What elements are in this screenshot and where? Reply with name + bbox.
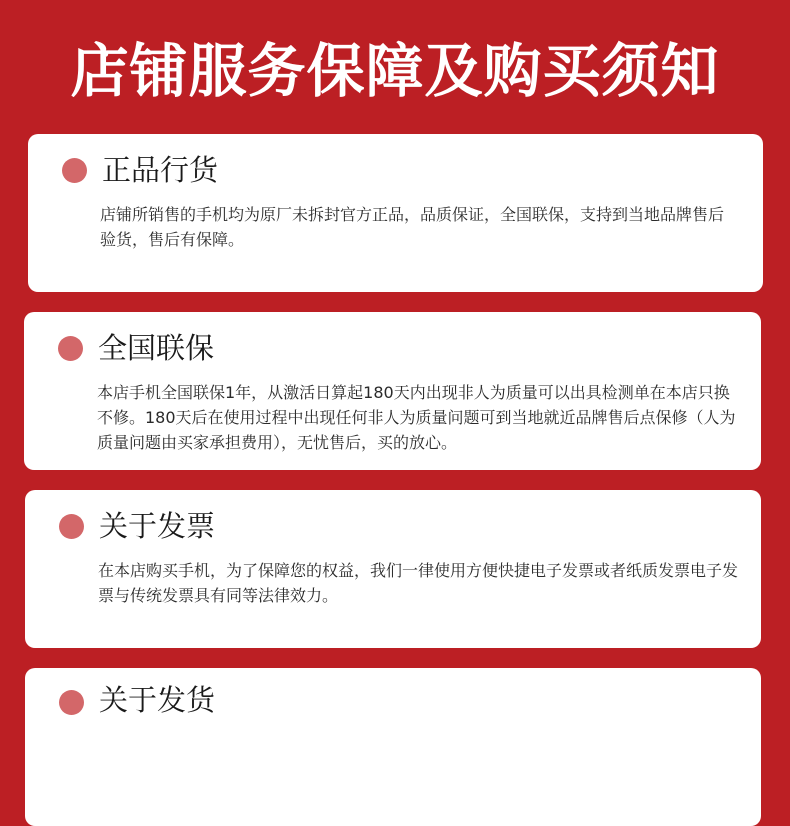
card-heading: 正品行货 [102, 153, 219, 187]
bullet-dot-icon [59, 514, 84, 539]
card-body: 在本店购买手机，为了保障您的权益，我们一律使用方便快捷电子发票或者纸质发票电子发票与传统发票具有同等法律效力。 [98, 561, 739, 605]
bullet-dot-icon [58, 336, 83, 361]
card-heading: 关于发货 [99, 683, 216, 717]
card-heading: 关于发票 [99, 509, 216, 543]
card-body: 店铺所销售的手机均为原厂未拆封官方正品，品质保证，全国联保，支持到当地品牌售后验货，售后有保障。 [100, 205, 725, 249]
service-card-invoice [25, 490, 761, 648]
service-card-genuine [28, 134, 763, 292]
card-heading: 全国联保 [98, 331, 215, 365]
service-card-warranty [24, 312, 761, 470]
bullet-dot-icon [59, 690, 84, 715]
page-title: 店铺服务保障及购买须知 [70, 37, 720, 105]
bullet-dot-icon [62, 158, 87, 183]
card-body: 本店手机全国联保1年，从激活日算起180天内出现非人为质量可以出具检测单在本店只换不修。180天后在使用过程中出现任何非人为质量问题可到当地就近品牌售后点保修（人为质量问题由买家承担费用），无忧售后，买的放心。 [97, 383, 736, 452]
service-card-shipping [25, 668, 761, 826]
